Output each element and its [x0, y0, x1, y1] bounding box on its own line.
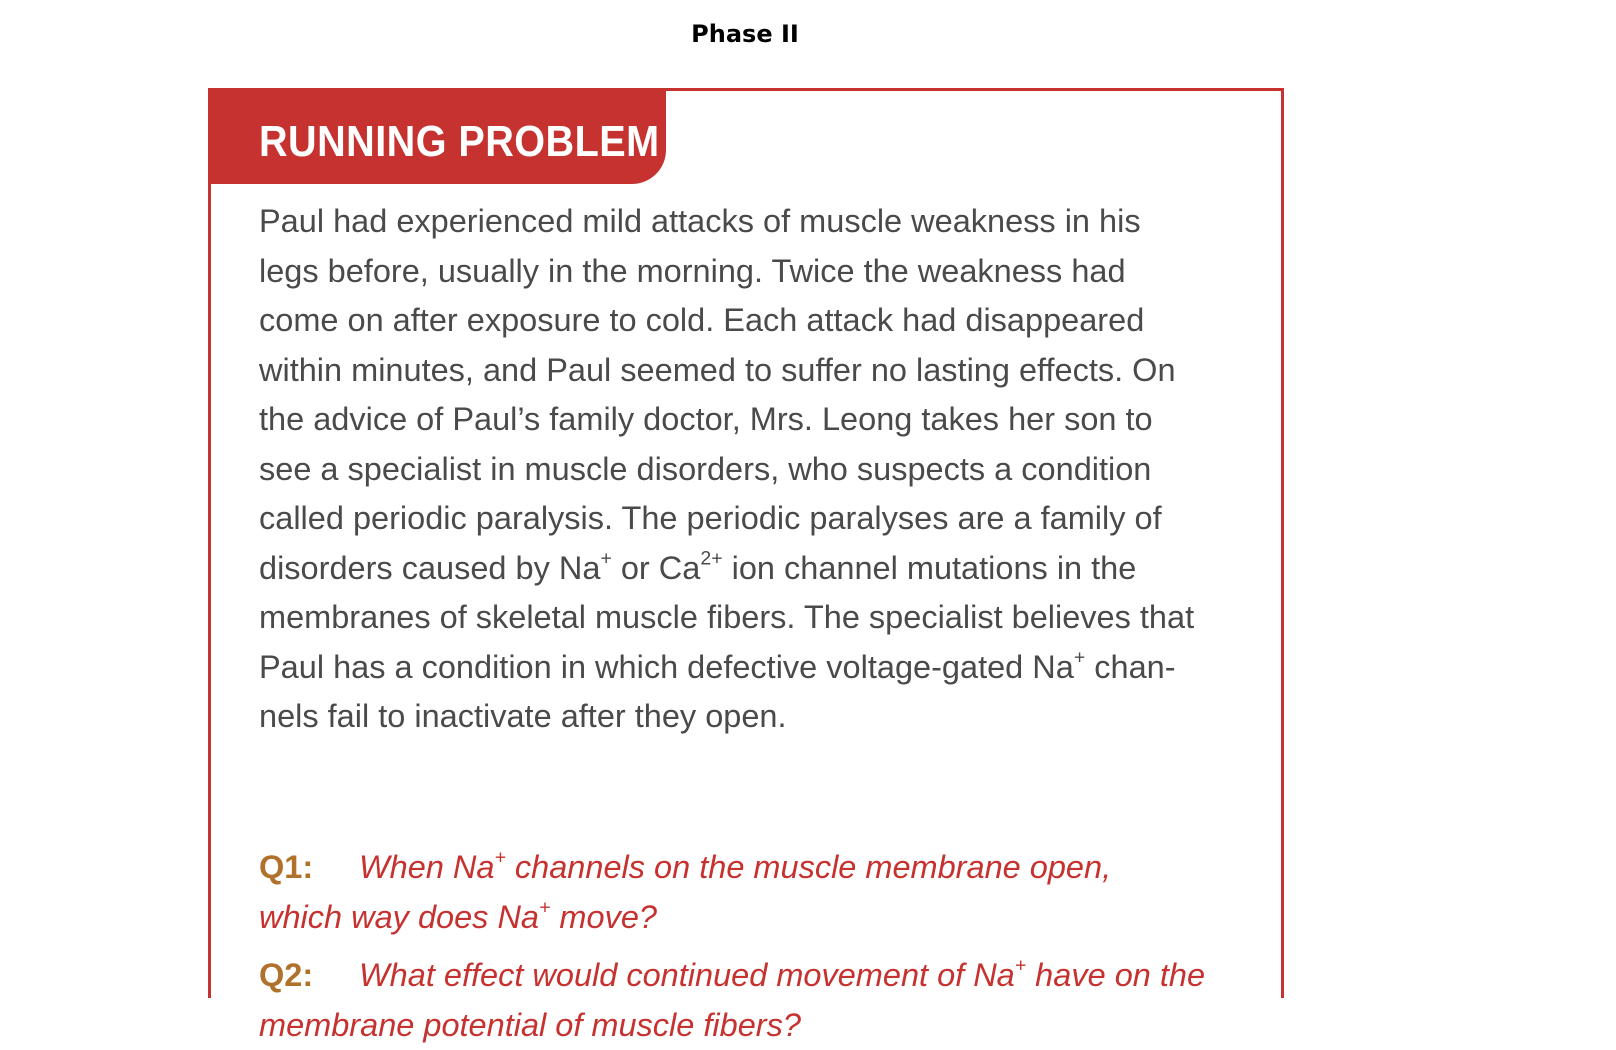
body-text-fragment: or Ca [612, 550, 701, 586]
body-line: nels fail to inactivate after they open. [259, 692, 1269, 742]
question-1 [259, 843, 1269, 942]
body-text-fragment: chan- [1085, 649, 1175, 685]
question-1-label: Q1: [259, 843, 359, 893]
body-text-fragment: disorders caused by Na [259, 550, 600, 586]
body-line: called periodic paralysis. The periodic paralyses are a family of [259, 494, 1269, 544]
body-line: Paul had experienced mild attacks of muscle weakness in his [259, 197, 1269, 247]
question-text-fragment: When Na [359, 849, 494, 885]
running-problem-tab [211, 91, 666, 184]
sodium-charge-superscript: + [1074, 646, 1085, 668]
question-text-fragment: have on the [1026, 957, 1205, 993]
question-text-fragment: move? [550, 899, 657, 935]
sodium-charge-superscript: + [1015, 954, 1026, 976]
running-problem-box [208, 88, 1284, 998]
question-line [259, 843, 1269, 893]
body-line: see a specialist in muscle disorders, who suspects a condition [259, 445, 1269, 495]
question-line [259, 1001, 1269, 1050]
body-text-fragment: Paul has a condition in which defective voltage-gated Na [259, 649, 1074, 685]
running-problem-heading: RUNNING PROBLEM [259, 117, 660, 167]
body-line: within minutes, and Paul seemed to suffer no lasting effects. On [259, 346, 1269, 396]
sodium-charge-superscript: + [600, 547, 611, 569]
calcium-charge-superscript: 2+ [700, 547, 722, 569]
question-text-fragment: which way does Na [259, 899, 539, 935]
page-title: Phase II [0, 20, 1490, 48]
question-text-fragment: What effect would continued movement of Na [359, 957, 1015, 993]
question-2 [259, 951, 1269, 1050]
question-text-fragment: membrane potential of muscle fibers? [259, 1007, 801, 1043]
problem-body-text [259, 197, 1269, 742]
body-line: come on after exposure to cold. Each attack had disappeared [259, 296, 1269, 346]
body-line: the advice of Paul’s family doctor, Mrs. Leong takes her son to [259, 395, 1269, 445]
body-text-fragment: ion channel mutations in the [723, 550, 1137, 586]
body-line: membranes of skeletal muscle fibers. The specialist believes that [259, 593, 1269, 643]
question-line [259, 893, 1269, 943]
body-line [259, 544, 1269, 594]
body-line [259, 643, 1269, 693]
body-line: legs before, usually in the morning. Twice the weakness had [259, 247, 1269, 297]
question-2-label: Q2: [259, 951, 359, 1001]
sodium-charge-superscript: + [494, 846, 505, 868]
sodium-charge-superscript: + [539, 896, 550, 918]
question-line [259, 951, 1269, 1001]
question-text-fragment: channels on the muscle membrane open, [506, 849, 1111, 885]
